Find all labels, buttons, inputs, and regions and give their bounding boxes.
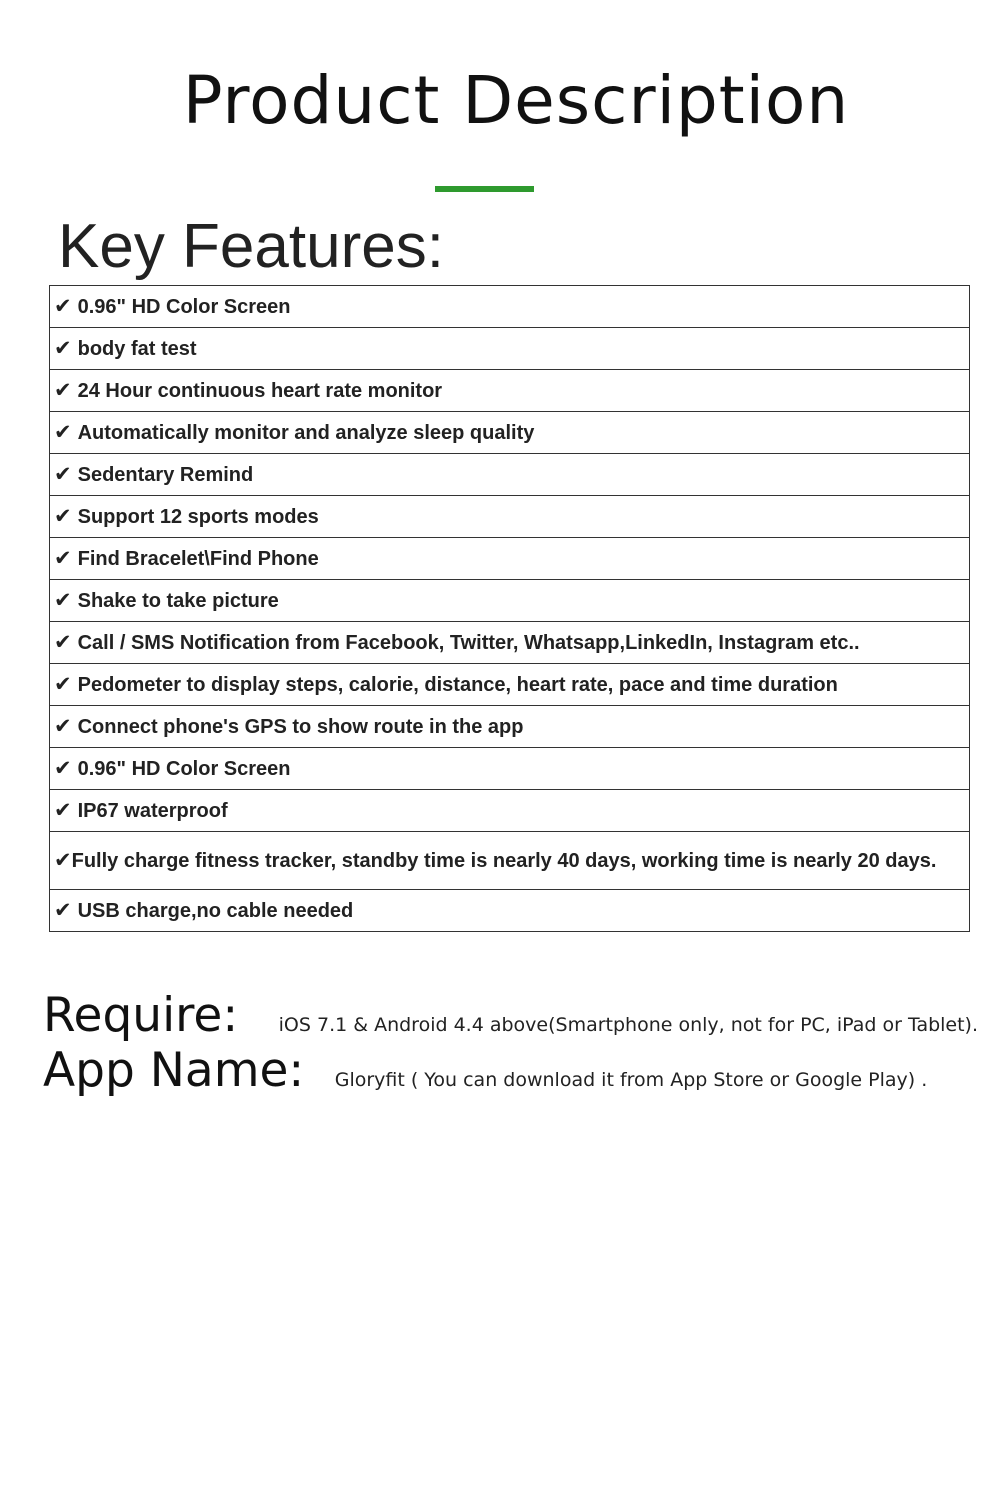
check-icon: ✔	[54, 378, 72, 402]
check-icon: ✔	[54, 672, 72, 696]
feature-cell	[50, 370, 970, 412]
feature-row	[50, 664, 970, 706]
check-icon: ✔	[54, 798, 72, 822]
feature-text: Sedentary Remind	[77, 464, 254, 486]
feature-cell	[50, 454, 970, 496]
check-icon: ✔	[54, 714, 72, 738]
feature-cell	[50, 580, 970, 622]
feature-row	[50, 496, 970, 538]
require-label: Require:	[43, 988, 239, 1043]
feature-row	[50, 328, 970, 370]
feature-text: Find Bracelet\Find Phone	[77, 548, 319, 570]
check-icon: ✔	[54, 848, 72, 872]
check-icon: ✔	[54, 588, 72, 612]
feature-text: Automatically monitor and analyze sleep quality	[77, 422, 535, 444]
feature-row	[50, 454, 970, 496]
feature-text: Connect phone's GPS to show route in the app	[77, 716, 524, 738]
feature-text: IP67 waterproof	[77, 800, 228, 822]
features-table	[49, 285, 970, 932]
feature-text: Support 12 sports modes	[77, 506, 319, 528]
check-icon: ✔	[54, 756, 72, 780]
check-icon: ✔	[54, 898, 72, 922]
feature-cell	[50, 538, 970, 580]
require-row	[43, 988, 993, 1043]
feature-text: 0.96" HD Color Screen	[77, 296, 291, 318]
feature-cell	[50, 748, 970, 790]
check-icon: ✔	[54, 504, 72, 528]
feature-row	[50, 538, 970, 580]
feature-cell	[50, 622, 970, 664]
feature-text: USB charge,no cable needed	[77, 900, 354, 922]
feature-cell	[50, 832, 970, 890]
check-icon: ✔	[54, 336, 72, 360]
check-icon: ✔	[54, 630, 72, 654]
app-name-row	[43, 1043, 993, 1098]
feature-text: Pedometer to display steps, calorie, distance, heart rate, pace and time duration	[77, 674, 838, 696]
feature-cell	[50, 706, 970, 748]
feature-cell	[50, 790, 970, 832]
feature-text: 24 Hour continuous heart rate monitor	[77, 380, 443, 402]
features-list	[50, 286, 970, 932]
feature-text: 0.96" HD Color Screen	[77, 758, 291, 780]
feature-row	[50, 832, 970, 890]
feature-cell	[50, 496, 970, 538]
feature-cell	[50, 412, 970, 454]
feature-row	[50, 890, 970, 932]
require-value: iOS 7.1 & Android 4.4 above(Smartphone only, not for PC, iPad or Tablet).	[278, 1014, 979, 1036]
feature-cell	[50, 664, 970, 706]
app-name-value: Gloryfit ( You can download it from App Store or Google Play) .	[334, 1069, 928, 1091]
feature-text: Call / SMS Notification from Facebook, Twitter, Whatsapp,LinkedIn, Instagram etc..	[77, 632, 860, 654]
feature-cell	[50, 286, 970, 328]
title-accent-bar	[435, 186, 534, 192]
check-icon: ✔	[54, 420, 72, 444]
feature-text: body fat test	[77, 338, 197, 360]
feature-cell	[50, 890, 970, 932]
check-icon: ✔	[54, 546, 72, 570]
feature-text: Shake to take picture	[77, 590, 279, 612]
check-icon: ✔	[54, 462, 72, 486]
feature-row	[50, 748, 970, 790]
feature-row	[50, 622, 970, 664]
feature-row	[50, 370, 970, 412]
app-name-label: App Name:	[43, 1043, 305, 1098]
feature-row	[50, 580, 970, 622]
feature-row	[50, 790, 970, 832]
feature-cell	[50, 328, 970, 370]
feature-text: Fully charge fitness tracker, standby time is nearly 40 days, working time is nearly 20 days.	[71, 850, 937, 872]
feature-row	[50, 412, 970, 454]
check-icon: ✔	[54, 294, 72, 318]
key-features-heading: Key Features:	[58, 212, 444, 281]
feature-row	[50, 286, 970, 328]
page-title: Product Description	[182, 62, 850, 139]
feature-row	[50, 706, 970, 748]
